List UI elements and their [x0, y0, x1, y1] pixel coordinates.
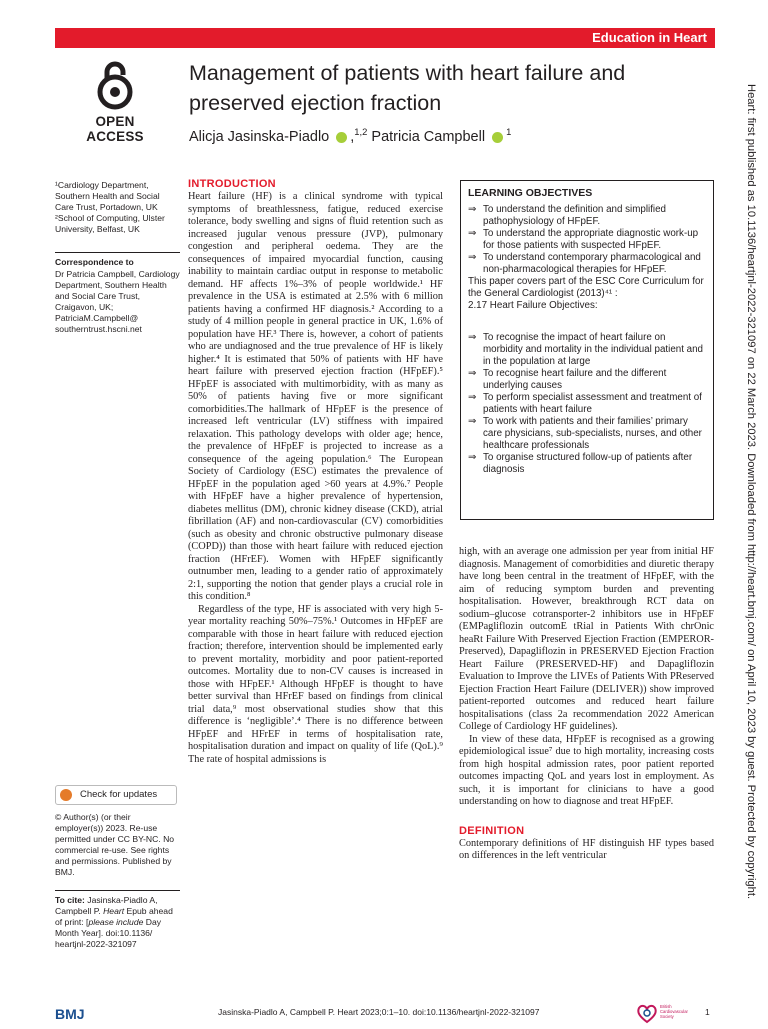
- objective-item: ⇒ To understand contemporary pharmacological and non-pharmacological therapies for HFpEF.: [468, 252, 701, 275]
- bmj-logo[interactable]: BMJ: [55, 1006, 85, 1022]
- column-left: [188, 178, 443, 766]
- orcid-icon[interactable]: [492, 132, 503, 143]
- orcid-icon[interactable]: [336, 132, 347, 143]
- footer-citation: Jasinska-Piadlo A, Campbell P. Heart 2023;0:1–10. doi:10.1136/heartjnl-2022-321097: [218, 1007, 540, 1017]
- vertical-publication-notice: [733, 84, 763, 954]
- affiliation: ¹Cardiology Department, Southern Health and Social Care Trust, Portadown, UK: [55, 180, 160, 212]
- affiliations: [55, 180, 180, 235]
- page-number: 1: [705, 1007, 710, 1017]
- open-access-text: OPEN ACCESS: [86, 114, 144, 144]
- arrow-icon: ⇒: [468, 368, 477, 379]
- section-banner: [55, 28, 715, 48]
- society-name: British Cardiovascular Society: [660, 1004, 688, 1019]
- arrow-icon: ⇒: [468, 416, 477, 427]
- objective-item: ⇒ To recognise heart failure and the different underlying causes: [468, 368, 667, 391]
- arrow-icon: ⇒: [468, 332, 477, 343]
- correspondence-heading: Correspondence to: [55, 257, 134, 267]
- definition-heading: DEFINITION: [459, 824, 525, 837]
- author-affiliation-ref: 1,2: [354, 126, 368, 138]
- check-updates-label: Check for updates: [80, 789, 158, 800]
- open-access-lock-icon: [95, 58, 135, 110]
- cite-placeholder: please include: [88, 917, 144, 927]
- correspondence: [55, 252, 180, 335]
- author-affiliation-ref: 1: [506, 126, 512, 138]
- column-right: [459, 546, 714, 863]
- affiliation: ²School of Computing, Ulster University, Belfast, UK: [55, 213, 165, 234]
- cite-doi: Day Month Year]. doi:10.1136/ heartjnl-2022-321097: [55, 917, 162, 949]
- check-for-updates-button[interactable]: [55, 785, 177, 805]
- cite-label: To cite:: [55, 895, 85, 905]
- arrow-icon: ⇒: [468, 204, 477, 215]
- cite-journal: Heart: [103, 906, 125, 916]
- author-list: Alicja Jasinska-Piadlo ,$^{1,2}$ Patricia Campbell $^1$: [189, 126, 512, 145]
- open-access-logo: [70, 58, 160, 144]
- body-paragraph: Heart failure (HF) is a clinical syndrome with typical symptoms of breathlessness, fatigue, reduced exercise tolerance, body swelling and signs of fluid retention such as increased jugular venous pressure (JVP), pulmonary congestion and peripheral oedema. They are the consequences of impaired myocardial function, causing inability to maintain cardiac output in response to metabolic demand. HF affects 1%–3% of people worldwide.¹ HF prevalence in the USA is estimated at 2.5% with 6 million patients having a confirmed HF diagnosis.² According to a study of 4 million people in general practice in UK, 1.6% of population have HF.³ There is, however, a cohort of patients who are undiagnosed and the true prevalence of HF is likely higher.⁴ It is estimated that 50% of patients with HF have heart failure with preserved ejection fraction (HFpEF).⁵ HFpEF is associated with multimorbidity, with as many as 50% of patients having five or more significant comorbidities.The hallmark of HFpEF is the presence of increased left ventricular (LV) stiffness with impaired relaxation. This pathology develops with older age; hence, the prevalence of HFpEF is projected to increase as a consequence of the ageing population.⁶ The European Society of Cardiology (ESC) estimates the prevalence of HFpEF in the population aged >60 years at 4.9%.⁷ People with HFpEF have a higher prevalence of hypertension, diabetes mellitus (DM), chronic kidney disease (CKD), atrial fibrillation (AF) and non-cardiovascular (CV) comorbidities (such as obesity and chronic obstructive pulmonary disease (COPD)) than those with heart failure with reduced ejection fraction (HFrEF). Women with HFpEF significantly outnumber men, leading to a gender ratio of approximately 2:1, supporting the notion that gender plays a crucial role in this condition.⁸: [188, 191, 443, 602]
- correspondence-text[interactable]: Dr Patricia Campbell, Cardiology Department, Southern Health and Social Care Trust, Craigavon, UK; PatriciaM.Campbell@ southerntrust.hscni.net: [55, 269, 180, 334]
- cite-text: Jasinska-Piadlo A, Campbell P.: [55, 895, 158, 916]
- curriculum-note: This paper covers part of the ESC Core Curriculum for the General Cardiologist (2013)⁴¹ :: [468, 276, 704, 299]
- arrow-icon: ⇒: [468, 252, 477, 263]
- arrow-icon: ⇒: [468, 452, 477, 463]
- publication-notice-text[interactable]: Heart: first published as 10.1136/heartjnl-2022-321097 on 22 March 2023. Downloaded from http://heart.bmj.com/ on April 10, 2023 by guest. Protected by copyright.: [745, 84, 757, 900]
- objective-item: ⇒ To work with patients and their families’ primary care physicians, sub-specialists, nurses, and other healthcare professionals: [468, 416, 702, 451]
- objectives-subheading: 2.17 Heart Failure Objectives:: [468, 300, 598, 311]
- objective-item: ⇒ To recognise the impact of heart failure on morbidity and mortality in the individual patient and in the population at large: [468, 332, 704, 367]
- banner-label: Education in Heart: [592, 30, 707, 45]
- body-paragraph: Contemporary definitions of HF distinguish HF types based on differences in the left ventricular: [459, 837, 714, 861]
- update-badge-icon: [60, 789, 72, 801]
- objective-item: ⇒ To organise structured follow-up of patients after diagnosis: [468, 452, 693, 475]
- society-logo: [636, 1001, 696, 1029]
- objective-item: ⇒ To understand the definition and simplified pathophysiology of HFpEF.: [468, 204, 666, 227]
- learning-objectives-box: [460, 180, 714, 520]
- learning-objectives-heading: LEARNING OBJECTIVES: [468, 187, 593, 199]
- objective-item: ⇒ To understand the appropriate diagnostic work-up for those patients with suspected HFpEF.: [468, 228, 699, 251]
- author-name[interactable]: Alicja Jasinska-Piadlo: [189, 129, 330, 145]
- article-title: Management of patients with heart failure and preserved ejection fraction: [189, 61, 626, 115]
- license-text: © Author(s) (or their employer(s)) 2023. Re-use permitted under CC BY-NC. No commercial re-use. See rights and permissions. Published by BMJ.: [55, 812, 175, 877]
- body-paragraph: Regardless of the type, HF is associated with very high 5-year mortality reaching 50%–75%.¹ Outcomes in HFpEF are comparable with those in heart failure with reduced ejection fraction; therefore, intervention should be implemented early to prevent mortality, morbidity and poor patient-reported outcomes. Mortality due to non-CV causes is increased in those with HFpEF.¹ Although HFpEF is thought to have better survival than HFrEF based on findings from clinical trial data,⁹ most observational studies show that this difference is ‘negligible’.⁴ There is no difference between HFpEF and HFrEF in terms of hospitalisation rate, hospitalisation duration and impact on quality of life (QoL).⁹ The rate of hospital admissions is: [188, 603, 443, 765]
- author-name[interactable]: Patricia Campbell: [371, 129, 486, 145]
- heart-logo-icon: [636, 1003, 658, 1025]
- objective-item: ⇒ To perform specialist assessment and treatment of patients with heart failure: [468, 392, 702, 415]
- body-paragraph: In view of these data, HFpEF is recognised as a growing epidemiological issue⁷ due to high mortality, increasing costs from high hospital admission rates, poor patient reported outcomes impacting QoL and years lost in employment. As such, it is important for clinicians to have a good understanding on how to diagnose and treat HFpEF.: [459, 733, 714, 807]
- arrow-icon: ⇒: [468, 228, 477, 239]
- introduction-heading: INTRODUCTION: [188, 178, 276, 190]
- body-paragraph: high, with an average one admission per year from initial HF diagnosis. Management of comorbidities and diuretic therapy have long been central in the treatment of HFpEF, with the aim of reducing symptom burden and preventing hospitalisation. However, breakthrough RCT data on sodium–glucose cotransporter-2 inhibitors use in HFpEF (EMPagliflozin outcomE tRial in Patients With chrOnic heaRt Failure With Preserved Ejection Fraction (EMPEROR-Preserved), Dapagliflozin in PRESERVED Ejection Fraction Heart Failure (PRESERVED-HF) and Dapagliflozin Evaluation to Improve the LIVEs of Patients With PReserved Ejection Fraction Heart Failure (DELIVER)) show improved patient-reported outcomes and reduced heart failure hospitalisations (class 2a recommendation 2022 American College of Cardiology HF guidelines).: [459, 546, 714, 732]
- cite-text: Epub ahead of print: [: [55, 906, 173, 927]
- arrow-icon: ⇒: [468, 392, 477, 403]
- citation-box: [55, 890, 180, 950]
